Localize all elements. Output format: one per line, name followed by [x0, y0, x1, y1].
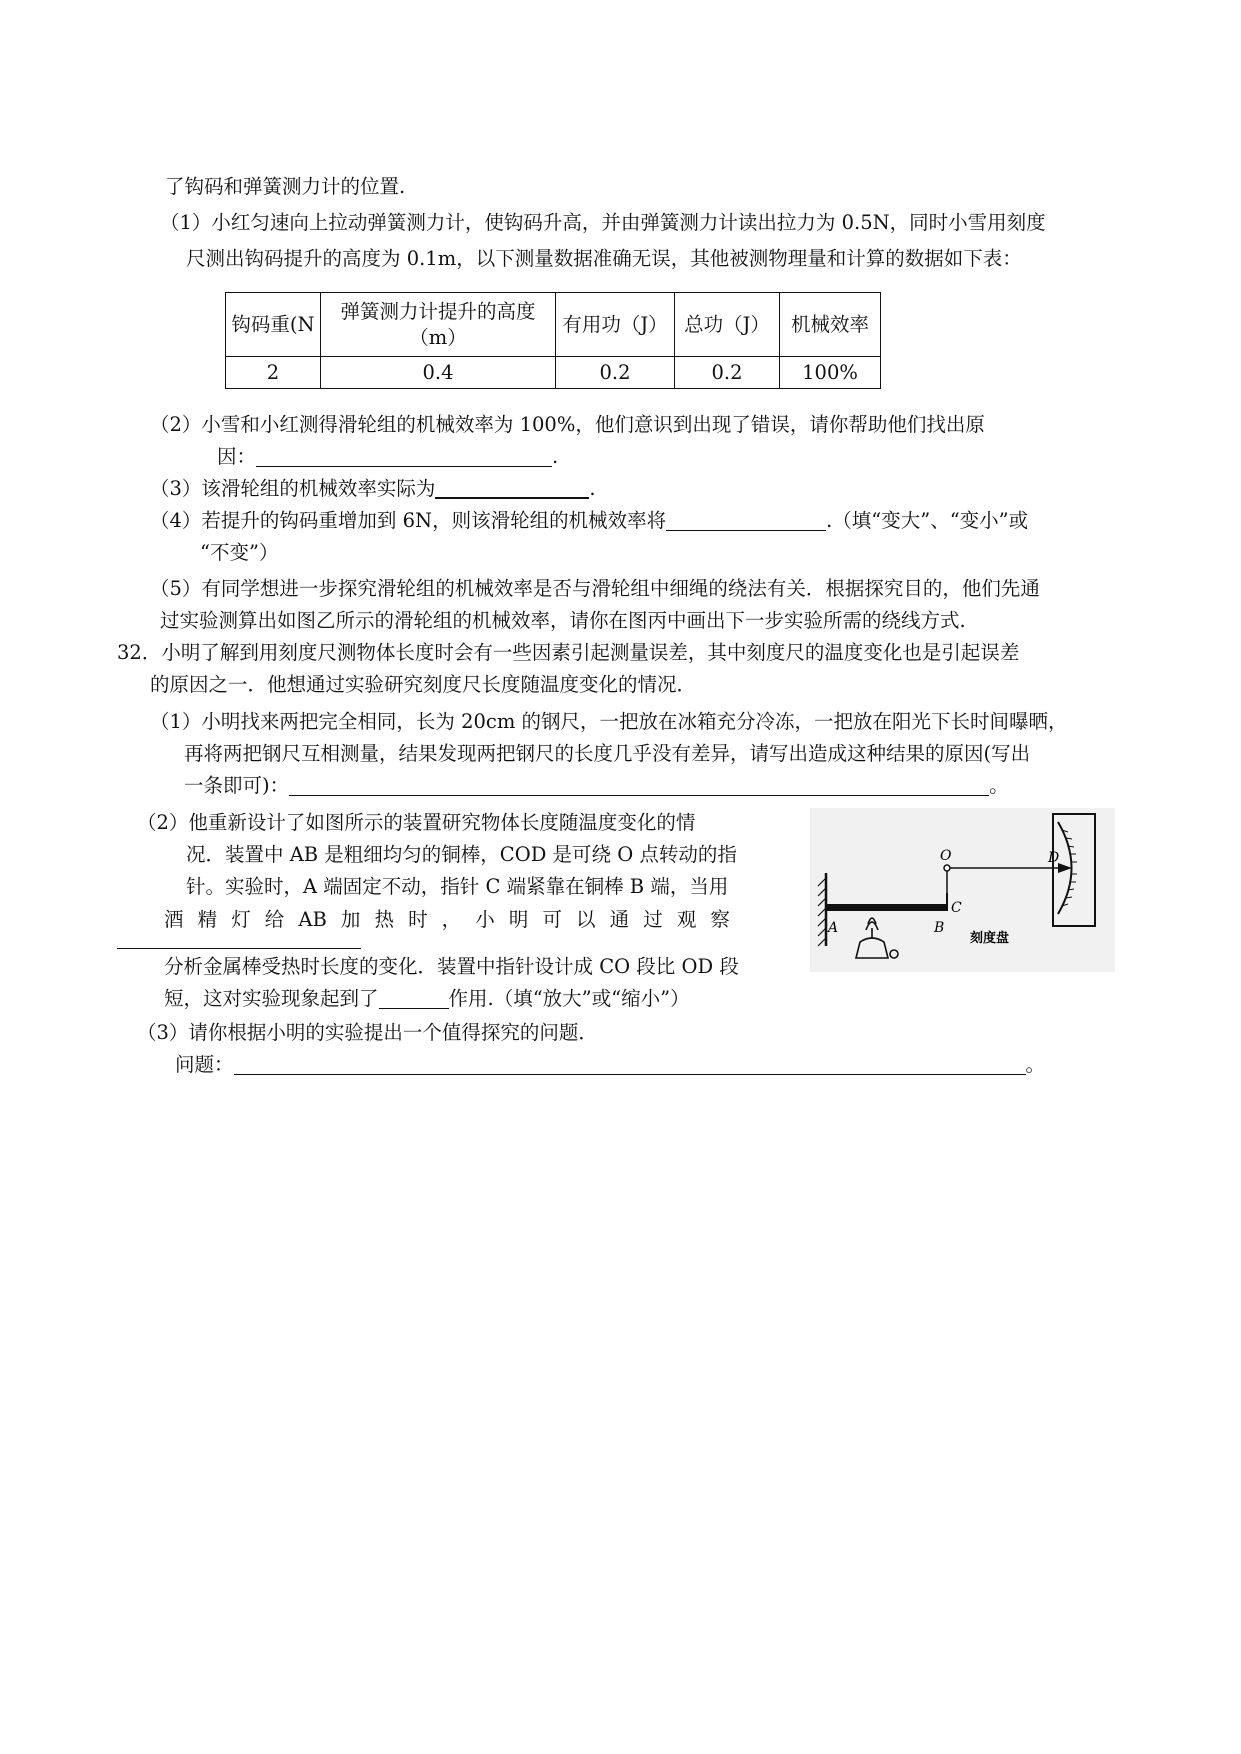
word: 过: [643, 908, 663, 931]
word: 给: [264, 908, 285, 931]
label-b: B: [934, 920, 945, 936]
q4-line1: [150, 506, 1028, 536]
cell-useful-work: 0.2: [556, 357, 675, 389]
header-height: [321, 293, 556, 357]
p32-s2-line7: [164, 984, 690, 1014]
word: 酒: [164, 908, 184, 931]
p32-s1-line2: 再将两把钢尺互相测量，结果发现两把钢尺的长度几乎没有差异，请写出造成这种结果的原因(写出: [184, 742, 1031, 765]
q3-prefix: （3）该滑轮组的机械效率实际为: [150, 477, 436, 500]
q2-line1: （2）小雪和小红测得滑轮组的机械效率为 100%，他们意识到出现了错误，请你帮助他们找出原: [150, 413, 985, 436]
table-row: [226, 357, 881, 389]
p32-s1-answer-blank[interactable]: [289, 773, 989, 796]
cell-height: 0.4: [321, 357, 556, 389]
word: 察: [710, 908, 730, 931]
p32-s2-answer-blank[interactable]: [379, 986, 449, 1009]
word: 通: [609, 908, 630, 931]
cell-total-work: 0.2: [675, 357, 780, 389]
q4-line2: “不变”）: [200, 541, 279, 564]
q2-prefix: 因：: [217, 445, 257, 468]
header-height-line1: 弹簧测力计提升的高度: [340, 299, 536, 323]
word: 精: [197, 908, 218, 931]
header-hook-weight: 钩码重(N: [226, 293, 321, 357]
word: 小: [475, 908, 495, 931]
header-useful-work: 有用功（J）: [556, 293, 675, 357]
word: 观: [676, 908, 697, 931]
label-c: C: [951, 900, 962, 916]
p32-line2: 的原因之一．他想通过实验研究刻度尺长度随温度变化的情况．: [150, 673, 697, 696]
p32-s1-suffix: 。: [989, 774, 1009, 797]
intro-line: 了钩码和弹簧测力计的位置.: [165, 175, 406, 198]
q2-line2: [217, 442, 558, 472]
p32-s2-prefix: 短，这对实验现象起到了: [164, 987, 379, 1010]
q2-suffix: .: [552, 445, 559, 468]
word: 明: [508, 908, 529, 931]
apparatus-figure: [810, 808, 1115, 972]
word: ，: [441, 908, 462, 931]
q3-suffix: .: [589, 477, 596, 500]
q4-answer-blank[interactable]: [666, 508, 826, 531]
pivot-o: [944, 865, 950, 871]
p32-s2-suffix: 作用.（填“放大”或“缩小”）: [448, 987, 690, 1010]
label-o: O: [940, 848, 952, 864]
p32-s1-line3: [184, 771, 1009, 801]
word: 以: [576, 908, 596, 931]
q1-line2: 尺测出钩码提升的高度为 0.1m，以下测量数据准确无误，其他被测物理量和计算的数据如下表：: [186, 247, 1022, 270]
q4-prefix: （4）若提升的钩码重增加到 6N，则该滑轮组的机械效率将: [150, 509, 667, 532]
p32-s3-answer-blank[interactable]: [234, 1052, 1026, 1075]
cell-efficiency: 100%: [780, 357, 881, 389]
word: 时: [408, 908, 428, 931]
p32-s3-line1: （3）请你根据小明的实验提出一个值得探究的问题．: [137, 1021, 598, 1044]
word: 灯: [231, 908, 251, 931]
copper-rod-ab: [826, 904, 946, 911]
p32-s3-prefix: 问题：: [175, 1053, 234, 1076]
q5-line2: 过实验测算出如图乙所示的滑轮组的机械效率，请你在图丙中画出下一步实验所需的绕线方式.: [160, 609, 966, 632]
q3-answer-blank[interactable]: [435, 475, 589, 499]
p32-s2-observe-blank[interactable]: [117, 948, 361, 949]
p32-s1-prefix: 一条即可)：: [184, 774, 290, 797]
q2-answer-blank[interactable]: [256, 444, 552, 467]
p32-s3-line2: [175, 1050, 1045, 1080]
word: 加: [340, 908, 361, 931]
header-total-work: 总功（J）: [675, 293, 780, 357]
q5-line1: （5）有同学想进一步探究滑轮组的机械效率是否与滑轮组中细绳的绕法有关．根据探究目的，他们先通: [150, 577, 1040, 600]
q4-suffix: .（填“变大”、“变小”或: [826, 509, 1029, 532]
p32-s2-line6: 分析金属棒受热时长度的变化．装置中指针设计成 CO 段比 OD 段: [164, 955, 739, 978]
q3-line: [150, 474, 596, 504]
p32-s1-line1: （1）小明找来两把完全相同，长为 20cm 的钢尺，一把放在冰箱充分冷冻，一把放在阳光下长时间曝晒，: [150, 710, 1068, 733]
cell-hook-weight: 2: [226, 357, 321, 389]
p32-s3-suffix: 。: [1025, 1053, 1046, 1076]
word: 热: [374, 908, 394, 931]
table-header-row: [226, 293, 881, 357]
dial-label: 刻度盘: [970, 931, 1010, 946]
label-d: D: [1048, 850, 1060, 866]
p32-s2-line1: （2）他重新设计了如图所示的装置研究物体长度随温度变化的情: [137, 811, 696, 834]
q1-line1: （1）小红匀速向上拉动弹簧测力计，使钩码升高，并由弹簧测力计读出拉力为 0.5N，同时小雪用刻度: [160, 211, 1046, 234]
p32-s2-line3: 针。实验时，A 端固定不动，指针 C 端紧靠在铜棒 B 端，当用: [186, 875, 729, 898]
header-height-line2: （m）: [409, 325, 467, 349]
p32-line1: 32．小明了解到用刻度尺测物体长度时会有一些因素引起测量误差，其中刻度尺的温度变化也是引起误差: [117, 641, 1020, 664]
header-efficiency: 机械效率: [780, 293, 881, 357]
word: AB: [298, 908, 327, 931]
label-a: A: [828, 920, 839, 936]
data-table: [225, 292, 881, 389]
word: 可: [542, 908, 562, 931]
p32-s2-line4: [164, 905, 730, 935]
p32-s2-line2: 况．装置中 AB 是粗细均匀的铜棒，COD 是可绕 O 点转动的指: [186, 843, 737, 866]
